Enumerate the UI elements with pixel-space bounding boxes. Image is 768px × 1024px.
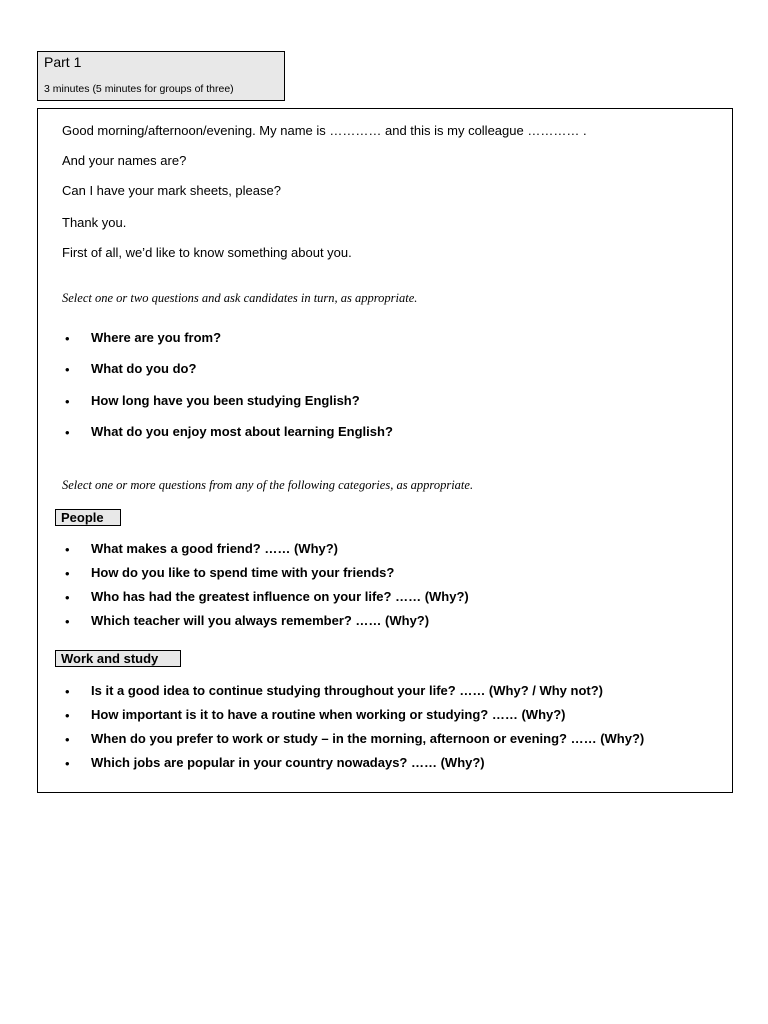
- part-header: [37, 51, 285, 101]
- part-title: Part 1: [44, 54, 82, 70]
- bullet-icon: •: [65, 394, 70, 409]
- bullet-icon: •: [65, 331, 70, 346]
- category-people: [55, 509, 121, 526]
- intro-question: How long have you been studying English?: [91, 393, 360, 408]
- bullet-icon: •: [65, 590, 70, 605]
- bullet-icon: •: [65, 542, 70, 557]
- work-study-question: How important is it to have a routine when working or studying? …… (Why?): [91, 707, 566, 722]
- part-duration: 3 minutes (5 minutes for groups of three): [44, 83, 234, 95]
- people-question: How do you like to spend time with your friends?: [91, 565, 395, 580]
- bullet-icon: •: [65, 362, 70, 377]
- bullet-icon: •: [65, 614, 70, 629]
- intro-question: Where are you from?: [91, 330, 222, 345]
- bullet-icon: •: [65, 425, 70, 440]
- category-people-label: People: [61, 510, 104, 525]
- people-question: What makes a good friend? …… (Why?): [91, 541, 339, 556]
- people-question: Which teacher will you always remember? …… (Why?): [91, 613, 430, 628]
- people-question: Who has had the greatest influence on your life? …… (Why?): [91, 589, 469, 604]
- bullet-icon: •: [65, 708, 70, 723]
- script-first-of-all: First of all, we’d like to know something about you.: [62, 245, 352, 260]
- bullet-icon: •: [65, 566, 70, 581]
- script-greeting: Good morning/afternoon/evening. My name is ………… and this is my colleague ………… .: [62, 123, 587, 138]
- work-study-question: When do you prefer to work or study – in the morning, afternoon or evening? …… (Why?): [91, 731, 645, 746]
- script-thank-you: Thank you.: [62, 215, 127, 230]
- instruction-select-intro: Select one or two questions and ask candidates in turn, as appropriate.: [62, 291, 418, 305]
- bullet-icon: •: [65, 684, 70, 699]
- category-work-and-study: [55, 650, 181, 667]
- intro-question: What do you do?: [91, 361, 197, 376]
- intro-question: What do you enjoy most about learning English?: [91, 424, 393, 439]
- bullet-icon: •: [65, 732, 70, 747]
- bullet-icon: •: [65, 756, 70, 771]
- script-names: And your names are?: [62, 153, 187, 168]
- work-study-question: Which jobs are popular in your country nowadays? …… (Why?): [91, 755, 485, 770]
- work-study-question: Is it a good idea to continue studying throughout your life? …… (Why? / Why not?): [91, 683, 604, 698]
- examiner-script-box: [37, 108, 733, 793]
- script-mark-sheets: Can I have your mark sheets, please?: [62, 183, 281, 198]
- instruction-select-categories: Select one or more questions from any of the following categories, as appropriate.: [62, 478, 474, 492]
- category-work-and-study-label: Work and study: [61, 651, 159, 666]
